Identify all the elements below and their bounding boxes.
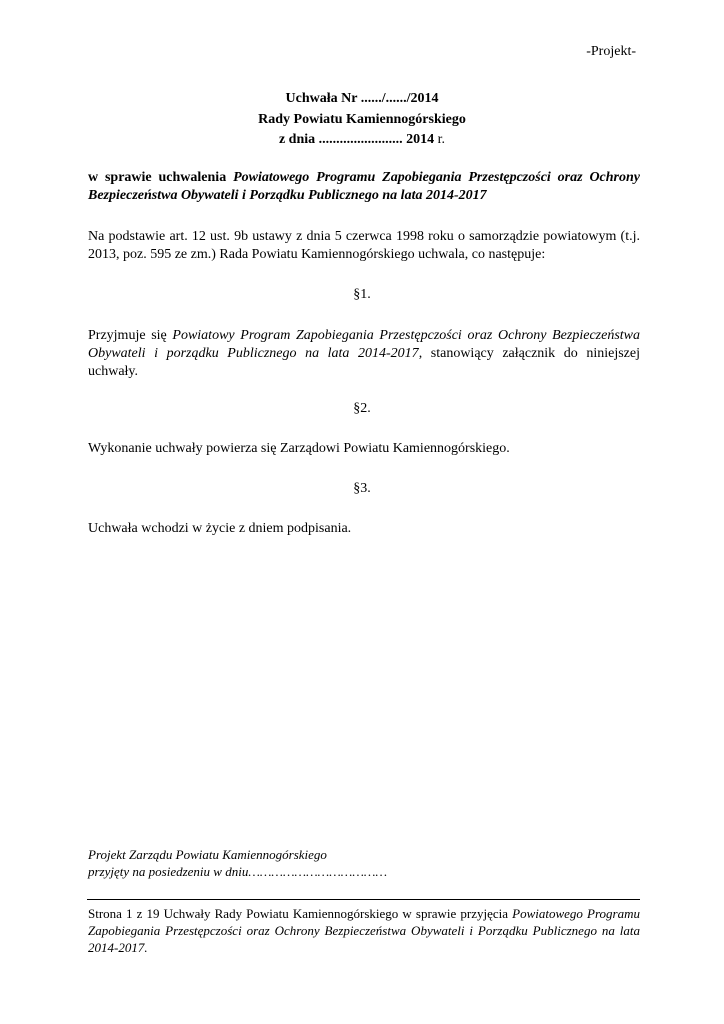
section-1-text-before: Przyjmuje się <box>88 328 173 343</box>
resolution-date <box>0 132 724 148</box>
draft-note-line-2: przyjęty na posiedzeniu w dniu……………………………… <box>88 864 388 879</box>
section-3-mark: §3. <box>353 481 371 496</box>
footer-text: Strona 1 z 19 Uchwały Rady Powiatu Kamiennogórskiego w sprawie przyjęcia <box>88 906 513 921</box>
resolution-number: Uchwała Nr ....../....../2014 <box>285 91 439 106</box>
section-1-program-title: Powiatowy Program Zapobiegania Przestępczości oraz Ochrony Bezpieczeństwa Obywateli i porządku Publicznego na lata 2014-2017 <box>88 328 640 361</box>
section-3-text: Uchwała wchodzi w życie z dniem podpisania. <box>88 521 352 536</box>
resolution-date-suffix: r. <box>434 132 446 147</box>
section-1-text-after: , stanowiący załącznik do niniejszej uchwały. <box>88 346 640 379</box>
draft-note-line-1: Projekt Zarządu Powiatu Kamiennogórskiego <box>88 847 327 862</box>
subject-program-title: Powiatowego Programu Zapobiegania Przestępczości oraz Ochrony Bezpieczeństwa Obywateli i Porządku Publicznego na lata 2014-2017 <box>88 170 641 203</box>
resolution-date-main: z dnia ........................ 2014 <box>278 132 435 147</box>
section-2-mark: §2. <box>353 401 371 416</box>
section-1-mark: §1. <box>353 287 371 302</box>
subject-lead: w sprawie uchwalenia <box>88 170 234 185</box>
footer-divider <box>87 899 640 900</box>
legal-basis-paragraph: Na podstawie art. 12 ust. 9b ustawy z dnia 5 czerwca 1998 roku o samorządzie powiatowym (t.j. 2013, poz. 595 ze zm.) Rada Powiatu Kamiennogórskiego uchwala, co następuje: <box>88 229 640 262</box>
council-name: Rady Powiatu Kamiennogórskiego <box>258 112 466 127</box>
page-footer <box>88 905 640 956</box>
resolution-subject <box>88 169 640 205</box>
projekt-label: -Projekt- <box>586 44 636 59</box>
section-2-text: Wykonanie uchwały powierza się Zarządowi Powiatu Kamiennogórskiego. <box>88 441 510 456</box>
footer-program-title: Powiatowego Programu Zapobiegania Przestępczości oraz Ochrony Bezpieczeństwa Obywateli i Porządku Publicznego na lata 2014-2017. <box>88 906 640 955</box>
section-1-text <box>88 327 640 381</box>
